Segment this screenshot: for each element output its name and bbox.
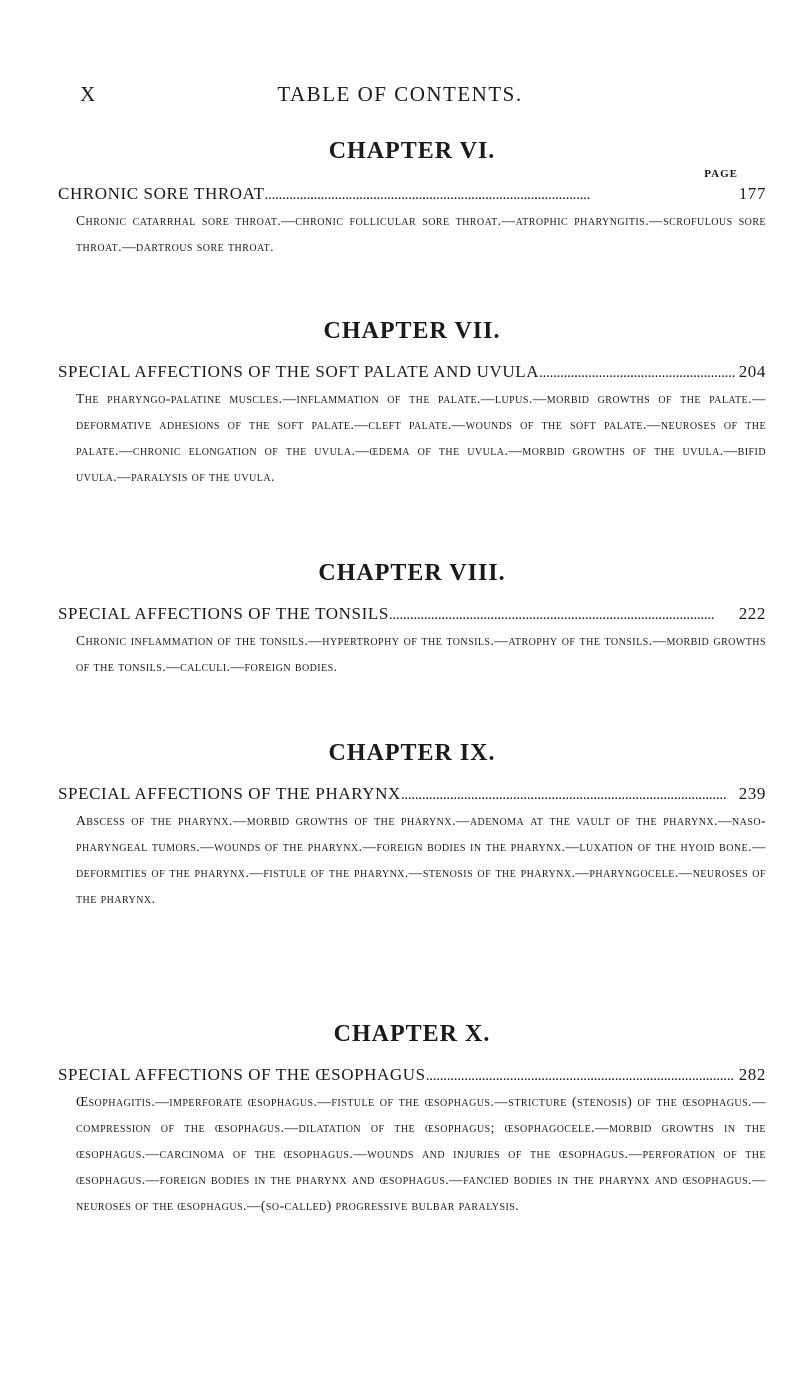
chapter-heading: CHAPTER VIII. xyxy=(318,560,506,586)
dot-leader xyxy=(539,362,735,382)
chapter-summary: Abscess of the pharynx.—morbid growths of the pharynx.—adenoma at the vault of the pharynx.—naso-pharyngeal tumors.—wounds of the pharynx.—foreign bodies in the pharynx.—luxation of the hyoid bone.—deformities of the pharynx.—fistule of the pharynx.—stenosis of the pharynx.—pharyngocele.—neuroses of the pharynx. xyxy=(76,813,766,906)
page-column-label: PAGE xyxy=(704,168,738,180)
dot-leader xyxy=(426,1065,735,1085)
chapter-heading: CHAPTER IX. xyxy=(328,740,496,766)
toc-entry[interactable] xyxy=(58,604,766,624)
chapter-summary: The pharyngo-palatine muscles.—inflammation of the palate.—lupus.—morbid growths of the palate.—deformative adhesions of the soft palate.—cleft palate.—wounds of the soft palate.—neuroses of the palate.—chronic elongation of the uvula.—œdema of the uvula.—morbid growths of the uvula.—bifid uvula.—paralysis of the uvula. xyxy=(76,391,766,484)
chapter-ix xyxy=(58,736,766,912)
dot-leader xyxy=(265,184,735,204)
chapter-summary: Œsophagitis.—imperforate œsophagus.—fistule of the œsophagus.—stricture (stenosis) of the œsophagus.—compression of the œsophagus.—dilatation of the œsophagus; œsophagocele.—morbid growths in the œsophagus.—carcinoma of the œsophagus.—wounds and injuries of the œsophagus.—perforation of the œsophagus.—foreign bodies in the pharynx and œsophagus.—fancied bodies in the pharynx and œsophagus.—neuroses of the œsophagus.—(so-called) progressive bulbar paralysis. xyxy=(76,1094,766,1213)
entry-page-number: 222 xyxy=(738,604,766,623)
entry-title: SPECIAL AFFECTIONS OF THE ŒSOPHAGUS xyxy=(58,1065,426,1084)
entry-title: SPECIAL AFFECTIONS OF THE PHARYNX xyxy=(58,784,401,803)
entry-page-number: 282 xyxy=(738,1065,766,1084)
chapter-summary: Chronic catarrhal sore throat.—chronic follicular sore throat.—atrophic pharyngitis.—scrofulous sore throat.—dartrous sore throat. xyxy=(76,213,766,254)
chapter-summary: Chronic inflammation of the tonsils.—hypertrophy of the tonsils.—atrophy of the tonsils.—morbid growths of the tonsils.—calculi.—foreign bodies. xyxy=(76,633,766,674)
entry-page-number: 239 xyxy=(738,784,766,803)
page-folio: X xyxy=(80,82,97,106)
entry-title: SPECIAL AFFECTIONS OF THE SOFT PALATE AND UVULA xyxy=(58,362,540,381)
toc-entry[interactable] xyxy=(58,784,766,804)
chapter-vi xyxy=(58,134,766,260)
toc-entry[interactable] xyxy=(58,362,766,382)
chapter-x xyxy=(58,1017,766,1219)
entry-title: SPECIAL AFFECTIONS OF THE TONSILS xyxy=(58,604,389,623)
toc-entry[interactable] xyxy=(58,184,766,204)
chapter-heading: CHAPTER X. xyxy=(333,1021,491,1047)
entry-page-number: 204 xyxy=(738,362,766,381)
running-head xyxy=(0,82,800,112)
chapter-heading: CHAPTER VI. xyxy=(328,138,496,164)
running-title: TABLE OF CONTENTS. xyxy=(277,82,523,106)
entry-page-number: 177 xyxy=(738,184,766,203)
toc-entry[interactable] xyxy=(58,1065,766,1085)
chapter-heading: CHAPTER VII. xyxy=(323,318,501,344)
dot-leader xyxy=(389,604,735,624)
chapter-vii xyxy=(58,314,766,490)
chapter-viii xyxy=(58,556,766,680)
entry-title: CHRONIC SORE THROAT xyxy=(58,184,265,203)
dot-leader xyxy=(401,784,735,804)
